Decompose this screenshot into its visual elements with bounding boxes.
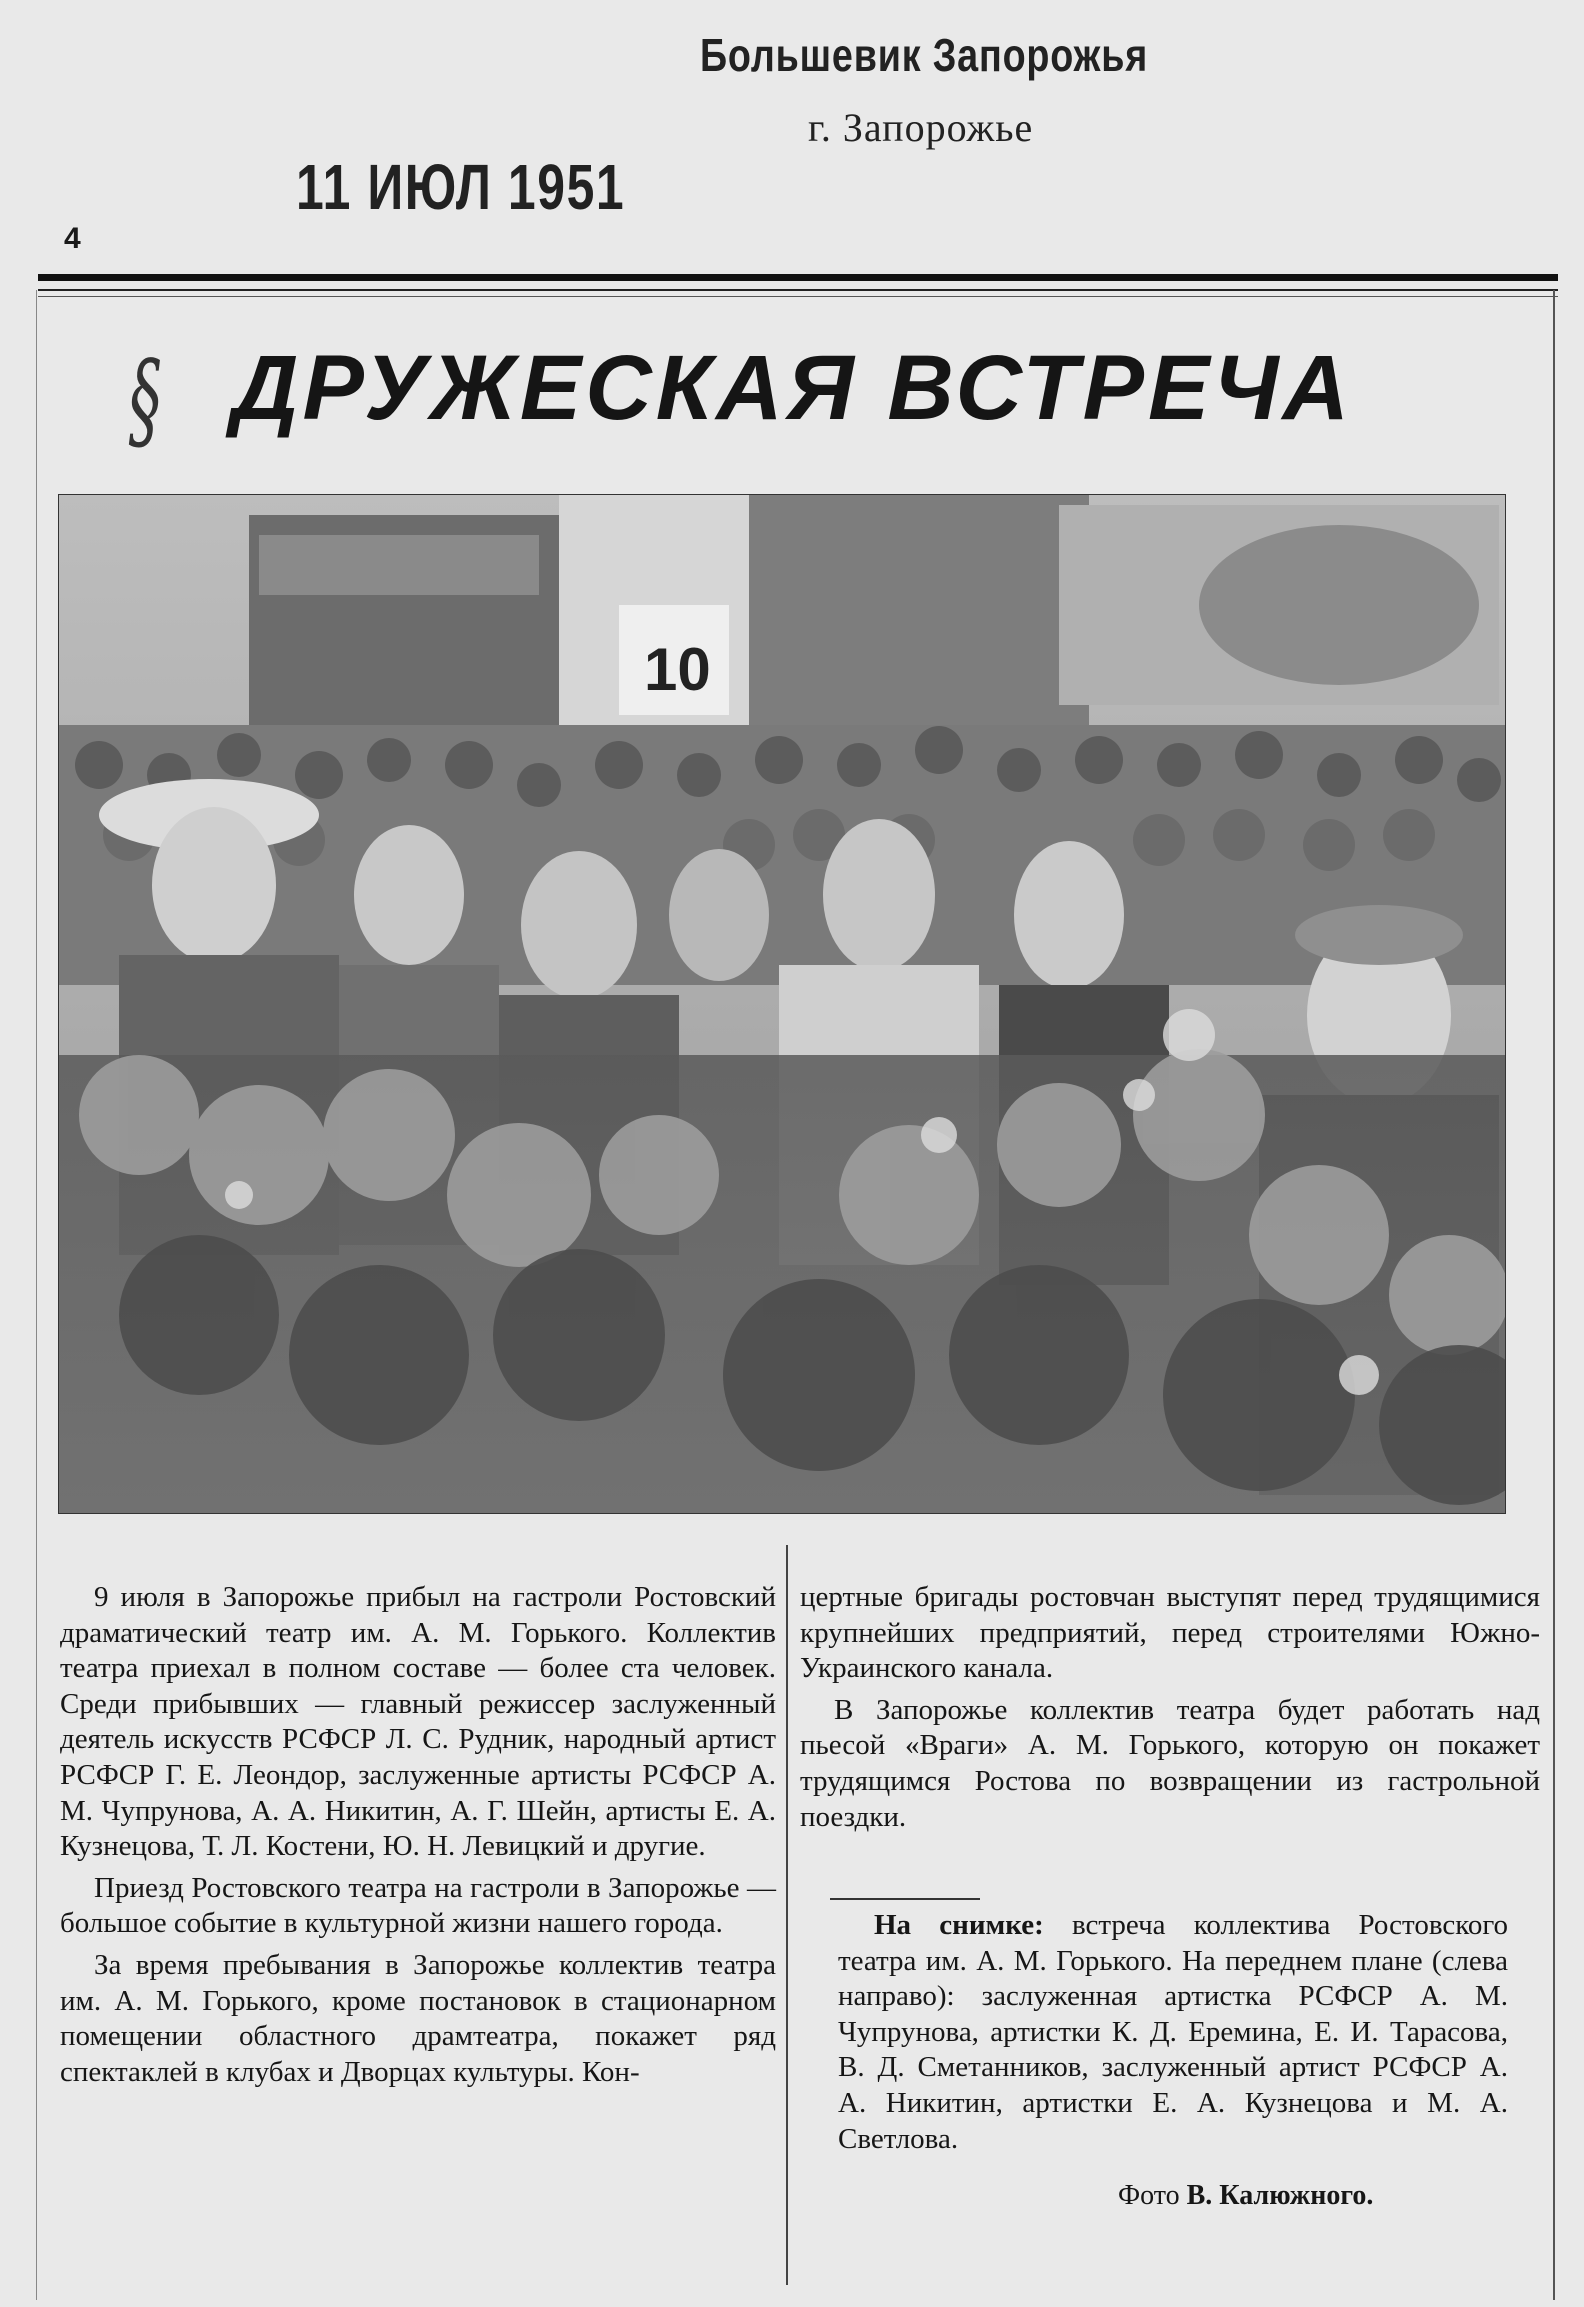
sign-number: 10 — [644, 636, 711, 703]
header-rule-thin — [38, 289, 1558, 291]
article-left-column — [60, 1580, 776, 2090]
credit-author: В. Калюжного. — [1186, 2180, 1374, 2211]
article-paragraph: цертные бригады ростовчан выступят перед трудящимися крупнейших предприятий, перед строителями Южно-Украинского канала. — [800, 1581, 1540, 1685]
article-right-column — [800, 1580, 1540, 1835]
left-border — [36, 290, 37, 2300]
credit-prefix: Фото — [1118, 2180, 1180, 2211]
page-number: 4 — [64, 222, 81, 255]
group-photo — [58, 494, 1506, 1514]
article-paragraph: 9 июля в Запорожье прибыл на гастроли Ростовский драматический театр им. А. М. Горького. Коллектив театра приехал в полном составе — более ста человек. Среди прибывших — главный режиссер заслуженный деятель искусств РСФСР Л. С. Рудник, народный артист РСФСР Г. Е. Леондор, заслуженные артисты РСФСР А. М. Чупрунова, А. А. Никитин, А. Г. Шейн, артисты Е. А. Кузнецова, Т. Л. Костени, Ю. Н. Левицкий и другие. — [60, 1581, 776, 1863]
headline: ДРУЖЕСКАЯ ВСТРЕЧА — [232, 337, 1353, 439]
caption-text: встреча коллектива Ростовского театра им. А. М. Горького. На переднем плане (слева направо): заслуженная артистка РСФСР А. М. Чупрунова, артистки К. Д. Еремина, Е. И. Тарасова, В. Д. Сметанников, заслуженный артист РСФСР А. А. Никитин, артистки Е. А. Кузнецова и М. А. Светлова. — [838, 1909, 1509, 2155]
caption-rule — [830, 1898, 980, 1900]
caption-lead: На снимке: — [874, 1909, 1044, 1941]
photo-caption — [838, 1908, 1508, 2157]
newspaper-name-stamp: Большевик Запорожья — [700, 29, 1149, 81]
header-rule-hairline — [38, 296, 1558, 297]
article-paragraph: В Запорожье коллектив театра будет работать над пьесой «Враги» А. М. Горького, которую он покажет трудящимся Ростова по возвращении из гастрольной поездки. — [800, 1693, 1540, 1833]
article-paragraph: Приезд Ростовского театра на гастроли в Запорожье — большое событие в культурной жизни нашего города. — [60, 1871, 776, 1940]
city-stamp: г. Запорожье — [808, 105, 1034, 150]
date-stamp: 11 ИЮЛ 1951 — [296, 151, 626, 223]
photo-illustration — [59, 495, 1505, 1513]
right-border — [1553, 290, 1555, 2300]
tree-foliage — [1199, 525, 1479, 685]
article-paragraph: За время пребывания в Запорожье коллектив театра им. А. М. Горького, кроме постановок в стационарном помещении областного драмтеатра, покажет ряд спектаклей в клубах и Дворцах культуры. Кон- — [60, 1948, 776, 2088]
header-rule — [38, 274, 1558, 281]
column-divider — [786, 1545, 788, 2285]
handwritten-mark: § — [128, 338, 162, 463]
photo-credit — [1118, 2180, 1373, 2212]
